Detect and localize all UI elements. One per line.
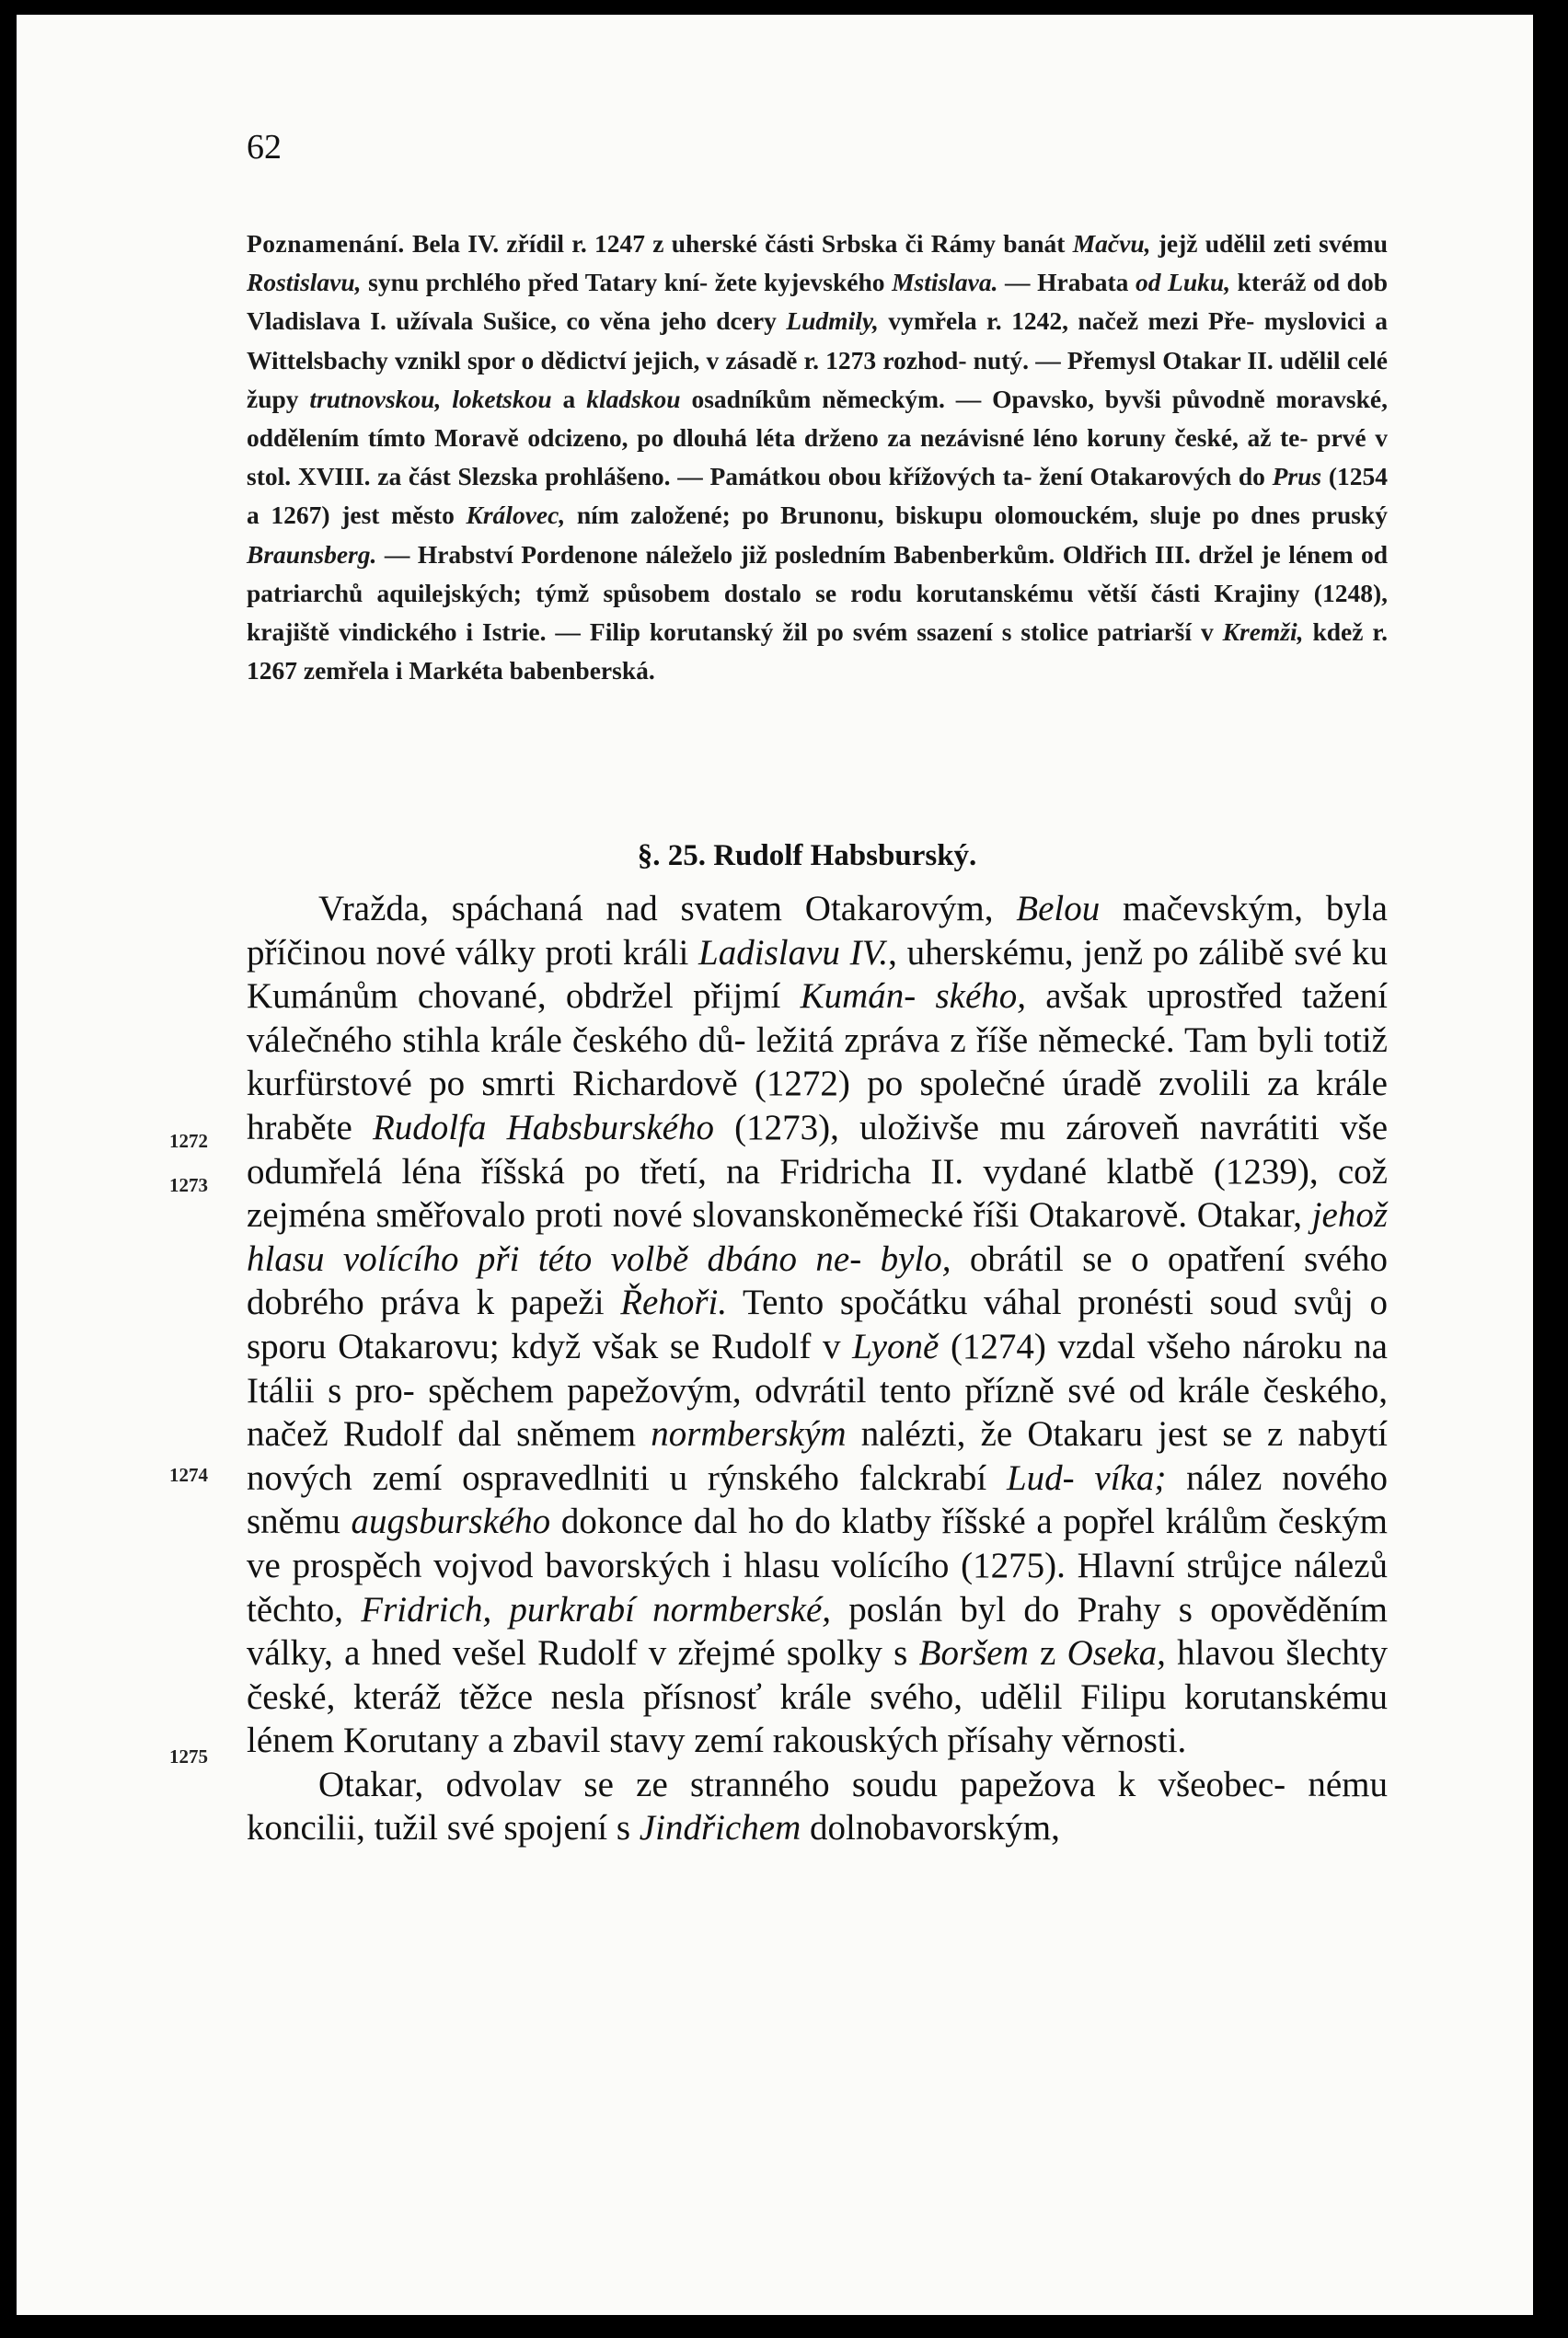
italic-run: Lud- víka;: [1006, 1457, 1167, 1498]
italic-run: Řehoři.: [620, 1283, 728, 1323]
note-text: jejž udělil zeti svému: [1150, 229, 1389, 258]
italic-run: jehož hlasu volícího při této volbě dbáno ne- bylo,: [247, 1195, 1388, 1279]
note-text: kdež r. 1267 zemřela i Markéta babenberská.: [247, 617, 1388, 685]
text-run: hlavou šlechty české, kteráž těžce nesla přísnosť krále svého, udělil Filipu korutanskému lénem Korutany a zbavil stavy zemí rakouských přísahy věrnosti.: [247, 1633, 1388, 1761]
note-text: osadníkům německým. — Opavsko, byvši původně moravské, oddělením tímto Moravě odcizeno, po dlouhá léta drženo za nezávisné léno koruny české, až te- prvé v stol. XVIII. za část Slezska prohlášeno. — Památkou obou křížových ta- žení Otakarových do: [247, 384, 1389, 491]
note-text: synu prchlého před Tatary kní- žete kyjevského: [361, 268, 893, 297]
italic-run: Belou: [1016, 889, 1101, 928]
text-run: Otakar, odvolav se ze stranného soudu papežova k všeobec- nému koncilii, tužil své spojení s: [247, 1764, 1388, 1849]
italic-run: Rudolfa Habsburského: [372, 1107, 714, 1147]
note-italic: Mstislava.: [892, 268, 998, 297]
paragraph-1: [247, 887, 1388, 1763]
text-run: poslán byl do Prahy s opověděním války, a hned vešel Rudolf v zřejmé spolky s: [247, 1589, 1388, 1674]
note-italic: kladskou: [586, 384, 681, 413]
note-italic: Prus: [1272, 462, 1322, 491]
italic-run: Fridrich, purkrabí normberské,: [361, 1589, 832, 1630]
footnote-paragraph: [247, 225, 1388, 690]
note-text: vymřela r. 1242, načež mezi Pře- myslovici a Wittelsbachy vznikl spor o dědictví jejich, v zásadě r. 1273 rozhod- nutý. — Přemysl Otakar II. udělil celé župy: [247, 306, 1388, 413]
italic-run: Jindřichem: [639, 1808, 801, 1849]
text-run: Vražda, spáchaná nad svatem Otakarovým,: [318, 889, 1017, 928]
text-run: z: [1028, 1633, 1067, 1674]
note-text: kteráž od dob Vladislava I. užívala Sušice, co věna jeho dcery: [247, 268, 1389, 336]
text-run: (1273), uloživše mu zároveň navrátiti vše odumřelá léna říšská po třetí, na Fridricha II. vydané klatbě (1239), což zejména směřovalo proti nové slovanskoněmecké říši Otakarově. Otakar,: [247, 1107, 1388, 1236]
note-italic: Rostislavu,: [247, 268, 362, 297]
note-text: ním založené; po Brunonu, biskupu olomouckém, sluje po dnes pruský: [565, 501, 1388, 530]
note-italic: trutnovskou, loketskou: [309, 384, 552, 413]
italic-run: Oseka,: [1066, 1633, 1166, 1674]
margin-year: 1272: [169, 1130, 208, 1152]
section-heading: §. 25. Rudolf Habsburský.: [637, 839, 977, 872]
main-text: [247, 887, 1388, 1850]
italic-run: augsburského: [351, 1502, 551, 1542]
note-italic: Ludmily,: [786, 306, 879, 336]
italic-run: Ladislavu IV.: [698, 932, 889, 973]
note-italic: Kremži,: [1222, 617, 1304, 647]
note-text: Bela IV. zřídil r. 1247 z uherské části Srbska či Rámy banát: [404, 229, 1073, 258]
note-italic: Mačvu,: [1072, 229, 1151, 258]
italic-run: normberským: [651, 1414, 847, 1455]
note-text: — Hrabství Pordenone náleželo již posledním Babenberkům. Oldřich III. držel je lénem od patriarchů aquilejských; týmž spůsobem dostalo se rodu korutanskému větší části Krajiny (1248), krajiště vindického i Istrie. — Filip korutanský žil po svém ssazení s stolice patriarší v: [247, 539, 1388, 647]
text-run: nalézti, že Otakaru jest se z nabytí nových zemí ospravedlniti u rýnského falckrabí: [247, 1414, 1388, 1498]
italic-run: Lyoně: [852, 1326, 940, 1366]
text-run: dolnobavorským,: [801, 1808, 1060, 1849]
note-text: — Hrabata: [997, 268, 1136, 297]
margin-year: 1275: [169, 1745, 208, 1768]
page-number: 62: [247, 128, 282, 167]
note-text: (1254 a 1267) jest město: [247, 462, 1388, 530]
text-run: nález nového sněmu: [247, 1457, 1389, 1542]
text-run: (1274) vzdal všeho nároku na Itálii s pro- spěchem papežovým, odvrátil tento přízně své od krále českého, načež Rudolf dal sněmem: [247, 1326, 1388, 1455]
text-run: obrátil se o opatření svého dobrého práva k papeži: [247, 1238, 1388, 1323]
note-italic: Braunsberg.: [247, 539, 377, 569]
note-lead: Poznamenání.: [247, 229, 405, 258]
text-run: mačevským, byla příčinou nové války proti králi: [247, 889, 1388, 973]
margin-year: 1274: [169, 1464, 208, 1486]
italic-run: Kumán- ského,: [800, 976, 1027, 1017]
margin-year: 1273: [169, 1174, 208, 1196]
text-run: avšak uprostřed tažení válečného stihla krále českého dů- ležitá zpráva z říše německé. Tam byli totiž kurfürstové po smrti Richardově (1272) po společné úradě zvolili za krále hraběte: [247, 976, 1388, 1147]
text-run: dokonce dal ho do klatby říšské a popřel králům českým ve prospěch vojvod bavorských i hlasu volícího (1275). Hlavní strůjce nálezů těchto,: [247, 1502, 1388, 1630]
italic-run: Boršem: [918, 1633, 1029, 1674]
text-run: , uherskému, jenž po zálibě své ku Kumánům chované, obdržel přijmí: [247, 932, 1388, 1017]
note-italic: Královec,: [466, 501, 566, 530]
note-italic: od Luku,: [1135, 268, 1231, 297]
note-text: a: [551, 384, 587, 413]
page-sheet: [17, 15, 1533, 2315]
text-run: Tento spočátku váhal pronésti soud svůj o sporu Otakarovu; když však se Rudolf v: [247, 1283, 1388, 1366]
paragraph-2: [247, 1763, 1388, 1850]
